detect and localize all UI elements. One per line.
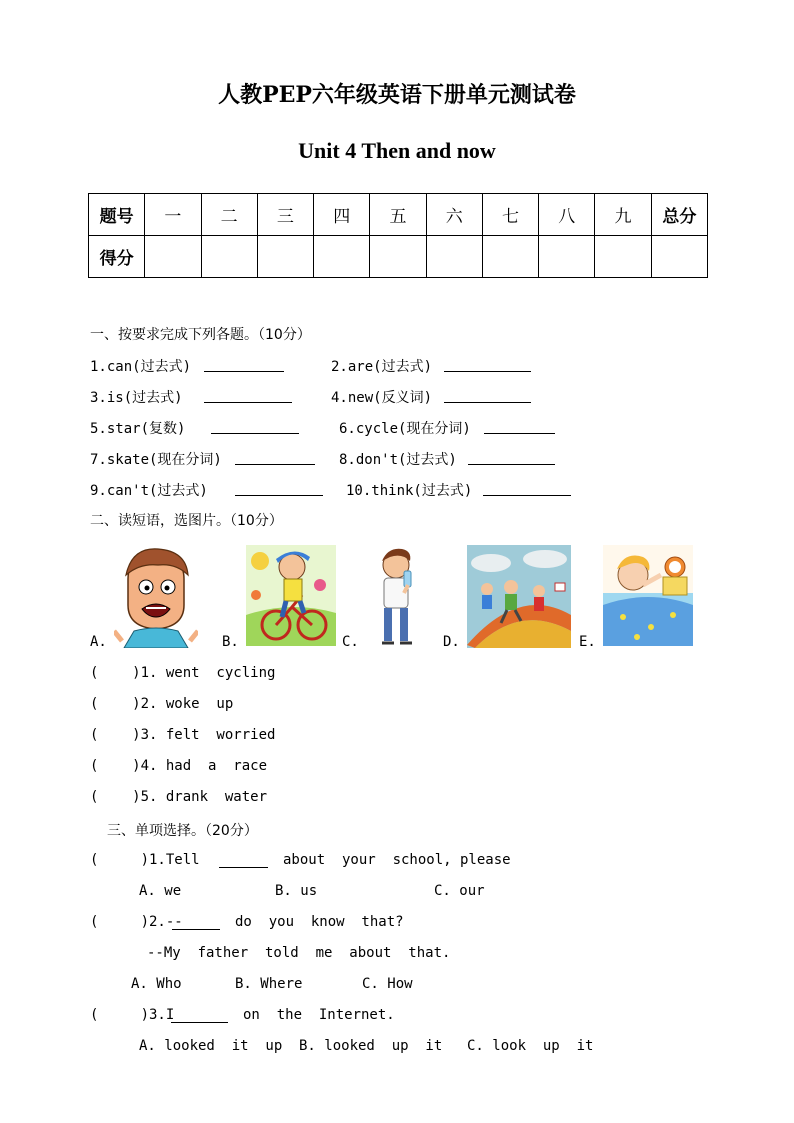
question-label: 8.don't(过去式): [339, 452, 457, 468]
question-stem: ( )1.Tell: [90, 852, 200, 868]
score-cell: 五: [370, 194, 426, 236]
question-stem-tail: about your school, please: [283, 852, 511, 868]
picture-label: D.: [443, 634, 460, 650]
score-input-cell[interactable]: [595, 236, 651, 278]
question-label: 6.cycle(现在分词): [339, 421, 471, 437]
page-title: 人教PEP六年级英语下册单元测试卷: [218, 82, 576, 108]
score-cell: 四: [314, 194, 370, 236]
score-cell: 总分: [651, 194, 707, 236]
score-input-cell[interactable]: [145, 236, 201, 278]
score-input-cell[interactable]: [539, 236, 595, 278]
answer-blank[interactable]: [171, 1008, 228, 1023]
section2-heading: 二、读短语，选图片。（10分）: [90, 513, 283, 529]
dialogue-reply: --My father told me about that.: [147, 945, 451, 961]
answer-blank[interactable]: [235, 481, 323, 496]
question-label: 4.new(反义词): [331, 390, 433, 406]
question-stem-tail: on the Internet.: [243, 1007, 395, 1023]
matching-item: ( )3. felt worried: [90, 727, 276, 743]
question-label: 9.can't(过去式): [90, 483, 208, 499]
page-subtitle: Unit 4 Then and now: [298, 138, 496, 163]
section3-heading: 三、单项选择。（20分）: [107, 823, 258, 839]
question-label: 10.think(过去式): [346, 483, 473, 499]
score-cell: 题号: [89, 194, 145, 236]
score-table-header-row: [89, 194, 708, 236]
option[interactable]: A. we: [139, 883, 182, 899]
option[interactable]: C. How: [362, 976, 413, 992]
question-stem: ( )3.I: [90, 1007, 175, 1023]
score-input-cell[interactable]: [426, 236, 482, 278]
score-table-score-row: [89, 236, 708, 278]
question-label: 3.is(过去式): [90, 390, 183, 406]
score-input-cell[interactable]: [314, 236, 370, 278]
question-stem: ( )2.--: [90, 914, 183, 930]
picture-label: B.: [222, 634, 239, 650]
answer-blank[interactable]: [172, 915, 220, 930]
score-cell: 六: [426, 194, 482, 236]
worried-boy-picture: [114, 545, 198, 648]
score-cell: 二: [201, 194, 257, 236]
answer-blank[interactable]: [211, 419, 299, 434]
answer-blank[interactable]: [484, 419, 555, 434]
picture-label: A.: [90, 634, 107, 650]
picture-label: E.: [579, 634, 596, 650]
option[interactable]: C. our: [434, 883, 485, 899]
question-label: 1.can(过去式): [90, 359, 192, 375]
option[interactable]: B. looked up it: [299, 1038, 443, 1054]
answer-blank[interactable]: [468, 450, 555, 465]
question-label: 7.skate(现在分词): [90, 452, 222, 468]
question-label: 5.star(复数): [90, 421, 186, 437]
score-cell: 七: [482, 194, 538, 236]
answer-blank[interactable]: [219, 853, 268, 868]
matching-item: ( )2. woke up: [90, 696, 234, 712]
score-input-cell[interactable]: [370, 236, 426, 278]
matching-item: ( )4. had a race: [90, 758, 268, 774]
option[interactable]: A. looked it up: [139, 1038, 283, 1054]
score-cell: 九: [595, 194, 651, 236]
score-input-cell[interactable]: [257, 236, 313, 278]
answer-blank[interactable]: [204, 388, 292, 403]
score-cell: 一: [145, 194, 201, 236]
race-picture: [467, 545, 571, 648]
score-input-cell[interactable]: [201, 236, 257, 278]
score-input-cell[interactable]: [651, 236, 707, 278]
score-row-label: 得分: [89, 236, 145, 278]
section1-heading: 一、按要求完成下列各题。（10分）: [90, 327, 311, 343]
drinking-boy-picture: [366, 545, 432, 648]
option[interactable]: C. look up it: [467, 1038, 594, 1054]
waking-child-picture: [603, 545, 693, 646]
cycling-boy-picture: [246, 545, 336, 646]
answer-blank[interactable]: [204, 357, 284, 372]
question-label: 2.are(过去式): [331, 359, 433, 375]
option[interactable]: B. Where: [235, 976, 303, 992]
matching-item: ( )1. went cycling: [90, 665, 276, 681]
option[interactable]: A. Who: [131, 976, 182, 992]
answer-blank[interactable]: [444, 388, 531, 403]
score-cell: 八: [539, 194, 595, 236]
matching-item: ( )5. drank water: [90, 789, 268, 805]
answer-blank[interactable]: [235, 450, 315, 465]
score-cell: 三: [257, 194, 313, 236]
score-table: [88, 193, 708, 278]
question-stem-tail: do you know that?: [235, 914, 404, 930]
picture-label: C.: [342, 634, 359, 650]
answer-blank[interactable]: [444, 357, 531, 372]
answer-blank[interactable]: [483, 481, 571, 496]
score-input-cell[interactable]: [482, 236, 538, 278]
option[interactable]: B. us: [275, 883, 318, 899]
